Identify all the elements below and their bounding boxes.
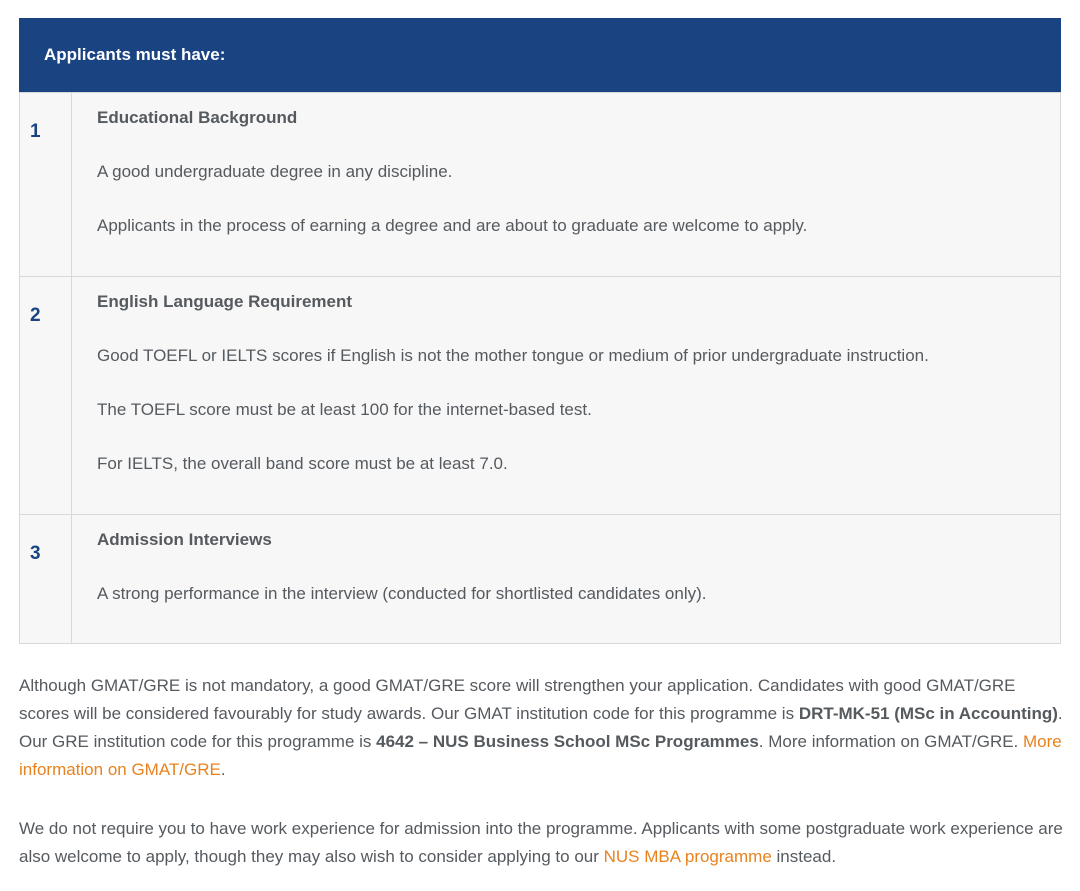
requirement-text: A good undergraduate degree in any discipline. xyxy=(97,162,453,181)
requirement-body xyxy=(72,93,1060,276)
requirement-text: Good TOEFL or IELTS scores if English is not the mother tongue or medium of prior undergraduate instruction. xyxy=(97,346,929,365)
requirement-number: 2 xyxy=(20,277,72,514)
requirement-row xyxy=(20,92,1060,276)
requirement-title: English Language Requirement xyxy=(97,292,353,311)
requirement-row xyxy=(20,514,1060,643)
requirements-table xyxy=(19,18,1061,644)
requirement-row xyxy=(20,276,1060,514)
requirement-text: The TOEFL score must be at least 100 for the internet-based test. xyxy=(97,400,592,419)
nus-mba-link[interactable]: NUS MBA programme xyxy=(603,847,772,866)
requirement-body xyxy=(72,277,1060,514)
paragraph-text: . xyxy=(220,760,226,779)
paragraph-text: Although GMAT/GRE is not mandatory, a good GMAT/GRE score will strengthen your application. Candidates with good GMAT/GRE scores will be considered favourably for study awards. Our GMAT institution code for this programme is xyxy=(19,676,1016,723)
gmat-gre-info-link[interactable]: More information on GMAT/GRE xyxy=(19,732,1062,779)
requirement-number: 1 xyxy=(20,93,72,276)
work-experience-paragraph xyxy=(19,815,1064,871)
paragraph-text: . More information on GMAT/GRE. xyxy=(758,732,1024,751)
gmat-gre-paragraph xyxy=(19,672,1064,784)
requirement-text: A strong performance in the interview (conducted for shortlisted candidates only). xyxy=(97,584,707,603)
requirement-number: 3 xyxy=(20,515,72,643)
requirement-text: For IELTS, the overall band score must be at least 7.0. xyxy=(97,454,508,473)
paragraph-text: instead. xyxy=(771,847,837,866)
table-header: Applicants must have: xyxy=(19,18,1061,92)
requirement-text: Applicants in the process of earning a degree and are about to graduate are welcome to apply. xyxy=(97,216,808,235)
paragraph-text: . Our GRE institution code for this programme is xyxy=(19,704,1063,751)
requirement-body xyxy=(72,515,1060,643)
gmat-code: DRT-MK-51 (MSc in Accounting) xyxy=(798,704,1058,723)
gre-code: 4642 – NUS Business School MSc Programmes xyxy=(376,732,759,751)
requirement-title: Admission Interviews xyxy=(97,530,272,549)
paragraph-text: We do not require you to have work experience for admission into the programme. Applicants with some postgraduate work experience are also welcome to apply, though they may also wish to consider applying to our xyxy=(19,819,1063,866)
requirement-title: Educational Background xyxy=(97,108,298,127)
